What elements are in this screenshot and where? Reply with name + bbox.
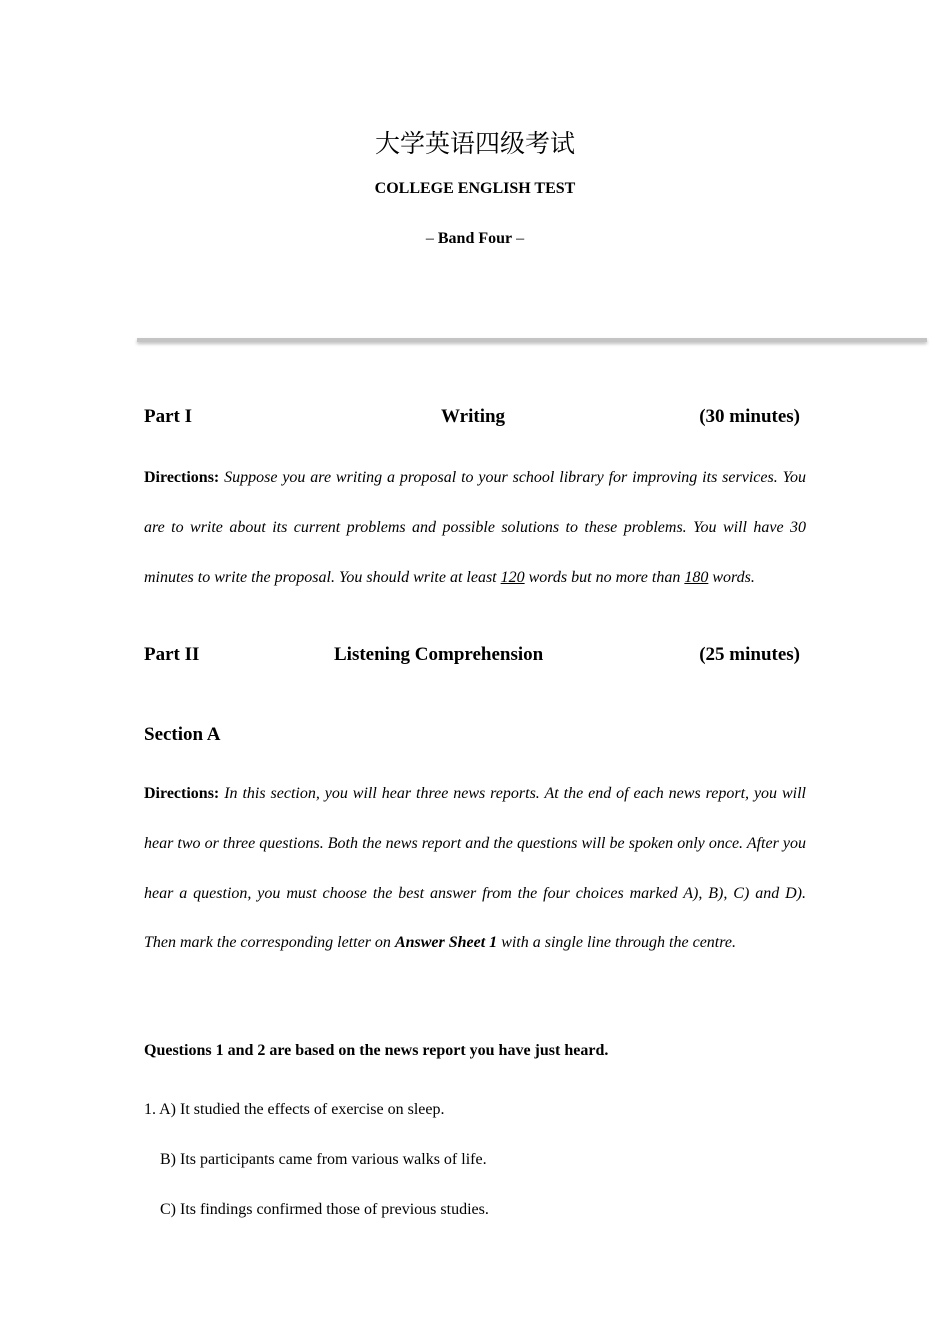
part1-directions (144, 453, 806, 602)
q1-option-b: B) Its participants came from various walks of life. (160, 1151, 487, 1168)
question-group-heading: Questions 1 and 2 are based on the news report you have just heard. (144, 1042, 609, 1059)
band-suffix: – (512, 230, 525, 247)
section-a-heading: Section A (144, 724, 221, 745)
part2-title: Listening Comprehension (334, 644, 544, 665)
part1-heading (144, 406, 800, 432)
part1-directions-text-3: words. (708, 568, 755, 586)
part1-directions-label: Directions: (144, 469, 220, 486)
part2-directions (144, 769, 806, 968)
band-name: Band Four (437, 230, 513, 247)
part1-directions-text-1: Suppose you are writing a proposal to your school library for improving its services. You are to write about its current problems and possible solutions to these problems. You will have 30 minutes to write the proposal. You should write at least (144, 469, 806, 586)
exam-title-chinese: 大学英语四级考试 (374, 129, 575, 158)
band-prefix: – (425, 230, 438, 247)
part2-label: Part II (144, 644, 200, 665)
max-words: 180 (684, 568, 709, 586)
part1-label: Part I (144, 406, 193, 427)
band-label (0, 230, 950, 248)
q1-option-a: 1. A) It studied the effects of exercise on sleep. (144, 1101, 445, 1118)
part2-heading (144, 644, 800, 670)
part1-title: Writing (441, 406, 506, 427)
part2-directions-label: Directions: (144, 785, 220, 802)
part2-directions-text-1: In this section, you will hear three news reports. At the end of each news report, you will hear two or three questions. Both the news report and the questions will be spoken only once. After you hear a question, you must choose the best answer from the four choices marked A), B), C) and D). Then mark the corresponding letter on (144, 785, 806, 952)
q1-option-c: C) Its findings confirmed those of previous studies. (160, 1201, 489, 1218)
part1-directions-text-2: words but no more than (524, 568, 685, 586)
part2-directions-text-2: with a single line through the centre. (497, 934, 736, 952)
part2-time: (25 minutes) (699, 644, 800, 665)
min-words: 120 (500, 568, 525, 586)
answer-sheet-label: Answer Sheet 1 (394, 934, 498, 952)
exam-title-english: COLLEGE ENGLISH TEST (374, 180, 576, 197)
header-divider (137, 338, 927, 342)
part1-time: (30 minutes) (699, 406, 800, 427)
